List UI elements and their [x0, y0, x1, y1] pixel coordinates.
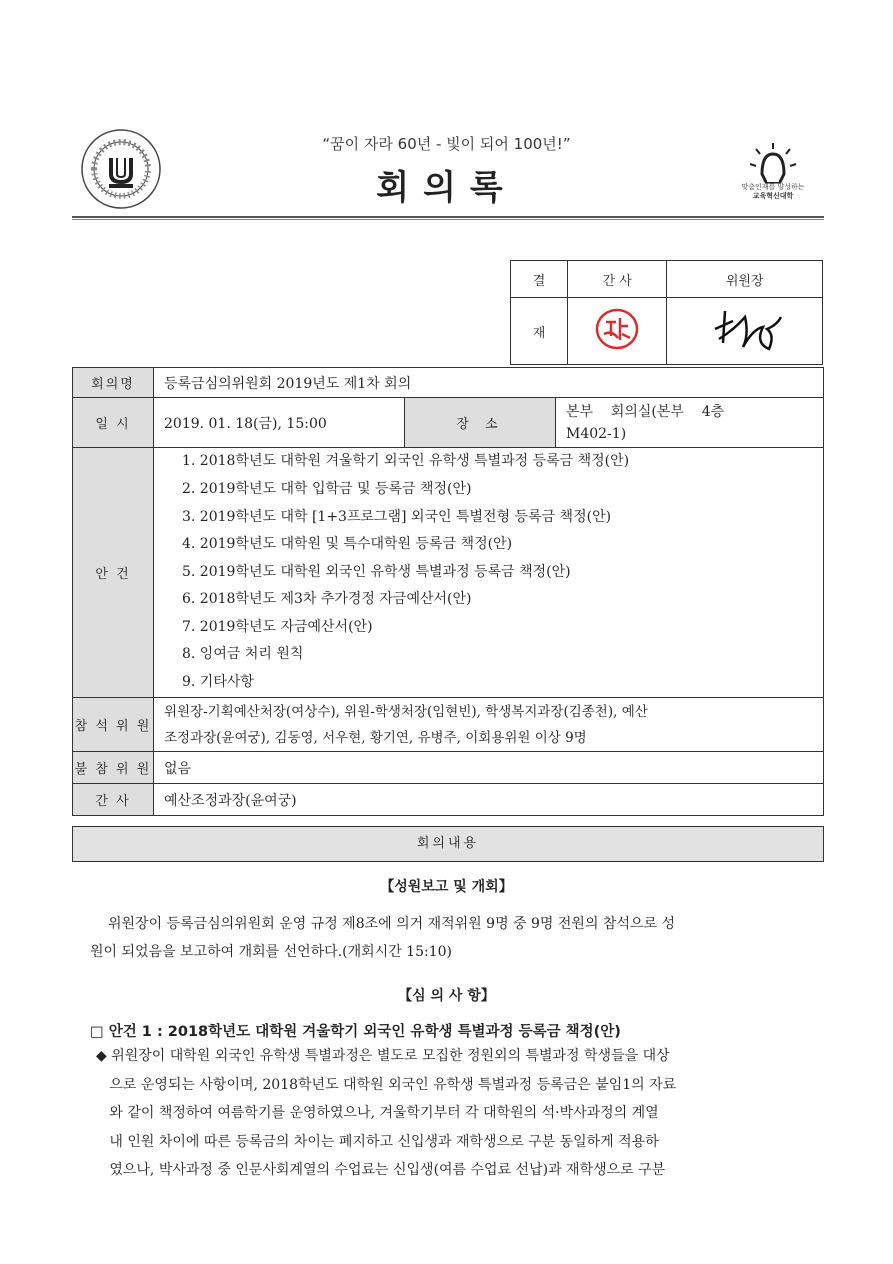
meeting-name-value: 등록금심의위원회 2019년도 제1차 회의: [154, 368, 824, 398]
agenda-item: 7. 2019학년도 자금예산서(안): [182, 618, 373, 635]
approval-col-secretary: 간 사: [568, 261, 667, 298]
attendees-label: 참 석 위 원: [73, 698, 154, 752]
place-line2: M402-1): [566, 425, 627, 442]
agenda-item: 6. 2018학년도 제3차 추가경정 자금예산서(안): [182, 591, 472, 608]
agenda-label: 안 건: [73, 448, 154, 698]
secretary-value: 예산조정과장(윤여궁): [154, 784, 824, 816]
attendees-line2: 조정과장(윤여궁), 김동영, 서우현, 황기연, 유병주, 이회용위원 이상 9명: [164, 729, 587, 746]
agenda1-body: [96, 1042, 676, 1185]
secretary-seal-stamp: [592, 304, 642, 354]
approval-box: [510, 260, 823, 365]
absent-value: 없음: [154, 752, 824, 784]
agenda-item: 4. 2019학년도 대학원 및 특수대학원 등록금 책정(안): [182, 536, 513, 553]
right-logo-caption-line2: 교육혁신대학: [752, 192, 794, 200]
right-logo-caption-line1: 맞춤인재를 양성하는: [741, 183, 805, 191]
approval-col-chair: 위원장: [667, 261, 823, 298]
approval-label-bottom: 재: [511, 298, 568, 365]
document-title: 회의록: [376, 168, 517, 208]
agenda-item: 1. 2018학년도 대학원 겨울학기 외국인 유학생 특별과정 등록금 책정(안): [182, 453, 630, 470]
agenda1-line: 와 같이 책정하여 여름학기를 운영하였으나, 겨울학기부터 각 대학원의 석·박사과정의 계열: [96, 1105, 659, 1121]
chair-signature: [705, 299, 785, 359]
meeting-name-label: 회의명: [73, 368, 154, 398]
date-value: 2019. 01. 18(금), 15:00: [154, 398, 405, 448]
quorum-text-line2: 원이 되었음을 보고하여 개회를 선언하다.(개회시간 15:10): [90, 944, 452, 960]
right-logo-caption: [728, 183, 818, 201]
agenda1-line: 으로 운영되는 사항이며, 2018학년도 대학원 외국인 유학생 특별과정 등록금은 붙임1의 자료: [96, 1076, 677, 1093]
secretary-label: 간 사: [73, 784, 154, 816]
agenda1-line: 였으나, 박사과정 중 인문사회계열의 수업료는 신입생(여름 수업료 선납)과 재학생으로 구분: [96, 1162, 666, 1178]
attendees-line1: 위원장-기획예산처장(여상수), 위원-학생처장(임현빈), 학생복지과장(김종천), 예산: [164, 703, 648, 720]
slogan: “꿈이 자라 60년 - 빛이 되어 100년!”: [322, 135, 571, 153]
meeting-content-bar: 회의내용: [72, 826, 824, 862]
agenda-item: 9. 기타사항: [182, 674, 254, 691]
agenda1-line: ◆ 위원장이 대학원 외국인 유학생 특별과정은 별도로 모집한 정원외의 특별과정 학생들을 대상: [96, 1048, 670, 1064]
agenda-item: 3. 2019학년도 대학 [1+3프로그램] 외국인 특별전형 등록금 책정(안): [182, 508, 612, 525]
place-value: [556, 398, 824, 448]
quorum-text-line1: 위원장이 등록금심의위원회 운영 규정 제8조에 의거 재적위원 9명 중 9명 전원의 참석으로 성: [108, 916, 675, 932]
date-label: 일 시: [73, 398, 154, 448]
chair-signature-cell: [667, 298, 823, 365]
quorum-heading: 【성원보고 및 개회】: [380, 879, 513, 895]
deliberation-heading: 【심 의 사 항】: [398, 988, 495, 1004]
secretary-stamp-cell: [568, 298, 667, 365]
place-label: 장 소: [405, 398, 556, 448]
header-rule: [72, 216, 824, 218]
agenda-item: 5. 2019학년도 대학원 외국인 유학생 특별과정 등록금 책정(안): [182, 563, 571, 580]
absent-label: 불 참 위 원: [73, 752, 154, 784]
agenda-item: 8. 잉여금 처리 원칙: [182, 646, 304, 663]
meeting-info-table: [72, 367, 824, 816]
agenda-item: 2. 2019학년도 대학 입학금 및 등록금 책정(안): [182, 480, 472, 497]
approval-label-top: 결: [511, 261, 568, 298]
attendees-value: [154, 698, 824, 752]
header-rule-thin: [72, 219, 824, 220]
agenda-list: [154, 448, 824, 698]
agenda1-title: □ 안건 1 : 2018학년도 대학원 겨울학기 외국인 유학생 특별과정 등록금 책정(안): [90, 1024, 621, 1040]
place-line1: 본부 회의실(본부 4층: [566, 403, 725, 420]
agenda1-line: 내 인원 차이에 따른 등록금의 차이는 폐지하고 신입생과 재학생으로 구분 동일하게 적용하: [96, 1133, 659, 1150]
